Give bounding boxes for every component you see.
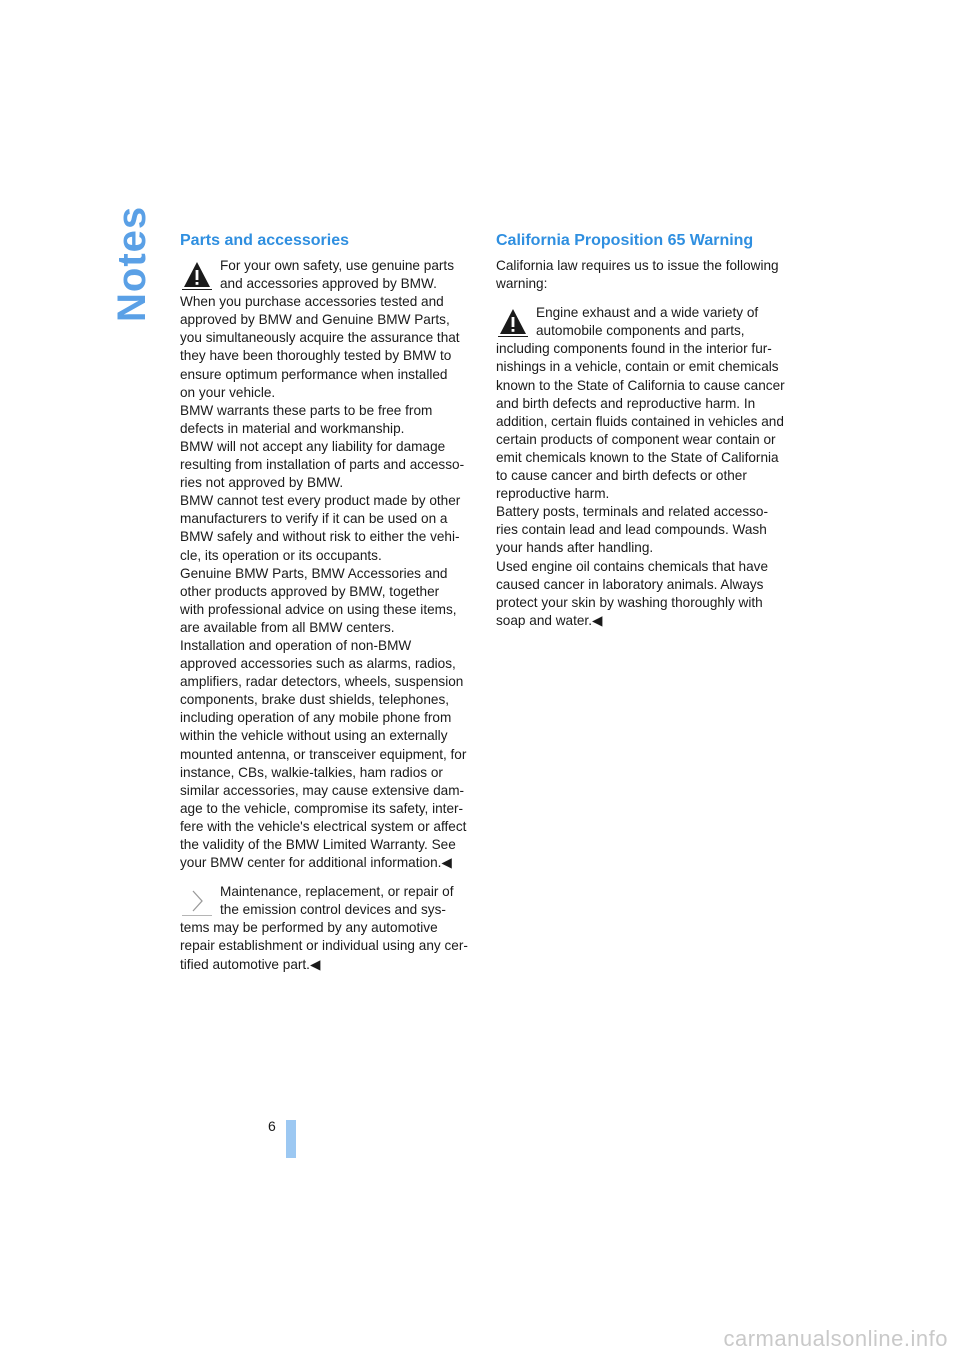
- parts-heading: Parts and accessories: [180, 232, 349, 249]
- text-line: including components found in the interior fur-: [496, 341, 772, 357]
- text-line: Maintenance, replacement, or repair of: [220, 884, 454, 900]
- watermark: carmanualsonline.info: [723, 1326, 948, 1351]
- text-line: components, brake dust shields, telephones,: [180, 692, 450, 708]
- text-line: California law requires us to issue the following: [496, 258, 779, 273]
- text-line: instance, CBs, walkie-talkies, ham radios or: [180, 764, 443, 780]
- text-line: with professional advice on using these items,: [180, 601, 457, 617]
- text-line: are available from all BMW centers.: [180, 619, 395, 635]
- text-line: automobile components and parts,: [536, 323, 745, 339]
- page-number-bar: [286, 1120, 296, 1158]
- text-line: tems may be performed by any automotive: [180, 920, 438, 936]
- parts-warning-text: [180, 257, 476, 872]
- text-line: the validity of the BMW Limited Warranty. See: [180, 837, 456, 852]
- text-line: within the vehicle without using an externally: [180, 728, 448, 744]
- text-line: including operation of any mobile phone from: [180, 710, 452, 726]
- text-line: protect your skin by washing thoroughly with: [496, 594, 763, 610]
- text-line-content: tified automotive part.: [180, 956, 310, 972]
- text-line: Used engine oil contains chemicals that have: [496, 558, 769, 574]
- text-line: reproductive harm.: [496, 486, 610, 502]
- text-line: mounted antenna, or transceiver equipment, for: [180, 746, 467, 762]
- text-line: emit chemicals known to the State of California: [496, 449, 779, 465]
- text-line: BMW cannot test every product made by other: [180, 493, 461, 509]
- prop65-warning-note: [496, 304, 792, 630]
- warning-triangle-icon: [182, 260, 212, 290]
- emission-note-text: [180, 883, 476, 973]
- text-line-last: [180, 956, 476, 974]
- text-line: resulting from installation of parts and accesso-: [180, 457, 465, 473]
- text-line: and accessories approved by BMW.: [220, 276, 437, 292]
- text-line: on your vehicle.: [180, 384, 276, 400]
- prop65-heading: California Proposition 65 Warning: [496, 232, 754, 249]
- prop65-warning-text: [496, 304, 792, 630]
- section-title-text: Notes: [110, 205, 154, 322]
- parts-warning-note: [180, 257, 476, 872]
- text-line: nishings in a vehicle, contain or emit chemicals: [496, 359, 779, 375]
- text-line: warning:: [496, 276, 548, 292]
- text-line: ries not approved by BMW.: [180, 475, 344, 491]
- text-line: BMW warrants these parts to be free from: [180, 402, 433, 418]
- text-line: known to the State of California to cause cancer: [496, 377, 785, 393]
- text-line: cle, its operation or its occupants.: [180, 547, 382, 563]
- text-line: you simultaneously acquire the assurance that: [180, 330, 460, 346]
- text-line: Engine exhaust and a wide variety of: [536, 305, 759, 321]
- text-line: ries contain lead and lead compounds. Wash: [496, 522, 767, 538]
- left-column: [180, 231, 476, 974]
- text-line: addition, certain fluids contained in vehicles and: [496, 413, 784, 429]
- text-line: your hands after handling.: [496, 540, 654, 556]
- spacer: [496, 293, 792, 304]
- spacer: [180, 872, 476, 883]
- text-line: defects in material and workmanship.: [180, 420, 405, 436]
- text-line: When you purchase accessories tested and: [180, 294, 444, 310]
- end-mark: ◀: [591, 612, 603, 628]
- text-line: Genuine BMW Parts, BMW Accessories and: [180, 565, 448, 581]
- text-line: approved accessories such as alarms, radios,: [180, 656, 456, 672]
- text-line: to cause cancer and birth defects or other: [496, 468, 747, 484]
- text-line-last: [180, 854, 476, 872]
- warning-triangle-icon: [498, 307, 528, 337]
- page-number: 6: [268, 1118, 276, 1134]
- emission-note: [180, 883, 476, 973]
- text-line: BMW will not accept any liability for damage: [180, 438, 446, 454]
- text-line: Battery posts, terminals and related accesso-: [496, 504, 769, 520]
- text-line: approved by BMW and Genuine BMW Parts,: [180, 312, 450, 328]
- end-mark: ◀: [309, 956, 321, 972]
- text-line-last: [496, 612, 792, 630]
- text-line: For your own safety, use genuine parts: [220, 258, 454, 273]
- text-line-content: your BMW center for additional information.: [180, 855, 442, 871]
- right-column: [496, 231, 792, 630]
- text-line: certain products of component wear contain or: [496, 431, 776, 447]
- text-line: ensure optimum performance when installed: [180, 366, 448, 382]
- text-line: age to the vehicle, compromise its safety, inter-: [180, 800, 464, 816]
- prop65-intro: [496, 257, 792, 293]
- note-arrow-icon: [182, 886, 212, 916]
- text-line: fere with the vehicle's electrical system or affect: [180, 818, 467, 834]
- text-line: the emission control devices and sys-: [220, 902, 446, 918]
- end-mark: ◀: [441, 855, 452, 871]
- section-title: [108, 205, 156, 330]
- text-line-content: soap and water.: [496, 612, 592, 628]
- text-line: repair establishment or individual using any cer-: [180, 938, 468, 954]
- text-line: other products approved by BMW, together: [180, 583, 440, 599]
- text-line: amplifiers, radar detectors, wheels, suspension: [180, 674, 464, 690]
- text-line: BMW safely and without risk to either the vehi-: [180, 529, 460, 545]
- text-line: caused cancer in laboratory animals. Always: [496, 576, 764, 592]
- text-line: Installation and operation of non-BMW: [180, 637, 412, 653]
- text-line: similar accessories, may cause extensive dam-: [180, 782, 465, 798]
- text-line: they have been thoroughly tested by BMW to: [180, 348, 452, 364]
- text-line: manufacturers to verify if it can be used on a: [180, 511, 448, 527]
- text-line: and birth defects and reproductive harm. In: [496, 395, 756, 411]
